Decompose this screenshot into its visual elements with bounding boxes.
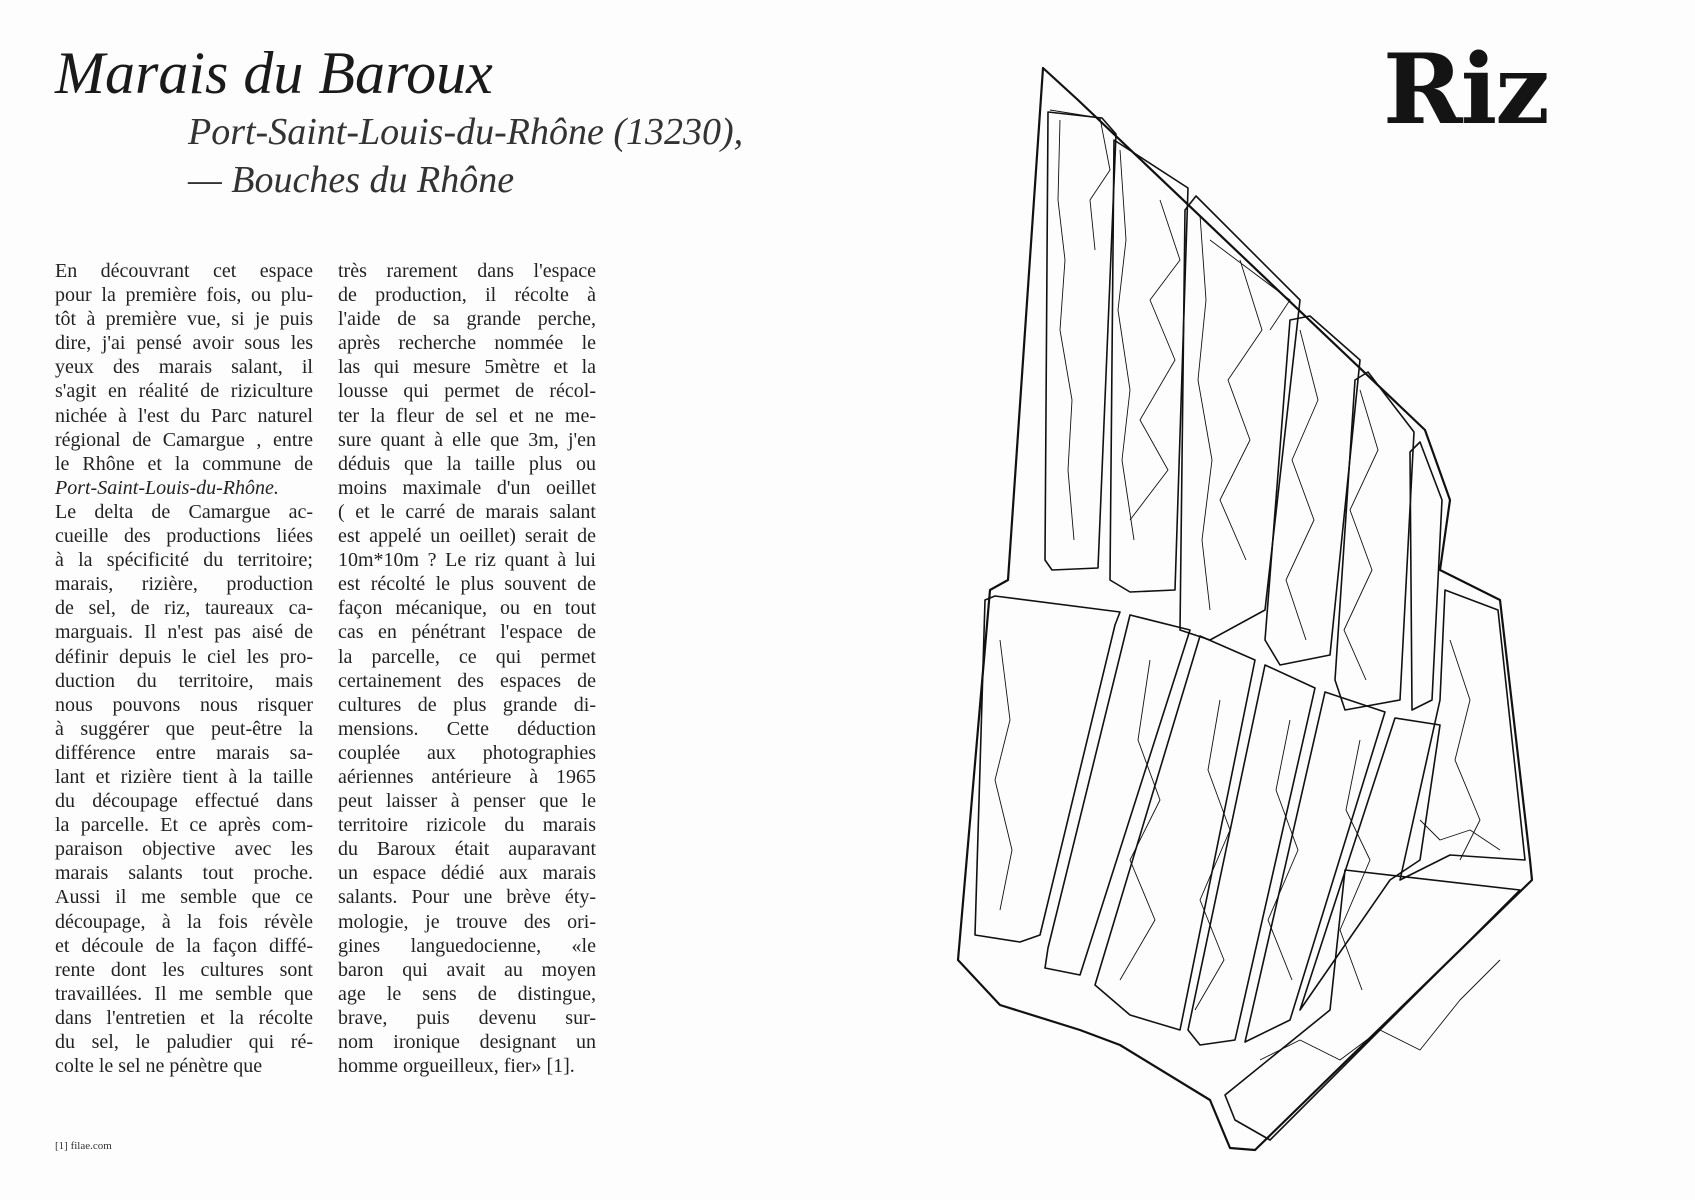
- text-line: ( et le carré de marais salant: [338, 500, 596, 523]
- text-line: Port-Saint-Louis-du-Rhône.: [55, 476, 279, 499]
- text-line: très rarement dans l'espace: [338, 260, 596, 282]
- text-line: couplée aux photographies: [338, 741, 596, 764]
- text-line: un espace dédié aux marais: [338, 862, 596, 885]
- text-line: dans l'entretien et la récolte: [55, 1006, 313, 1029]
- text-line: façon mécanique, ou en tout: [338, 597, 596, 620]
- text-line: marguais. Il n'est pas aisé de: [55, 621, 313, 644]
- text-line: tôt à première vue, si je puis: [55, 308, 313, 331]
- text-line: du découpage effectué dans: [55, 790, 313, 813]
- text-line: brave, puis devenu sur-: [338, 1006, 596, 1029]
- text-line: las qui mesure 5mètre et la: [338, 356, 596, 379]
- rice-field-map-icon: [940, 60, 1540, 1170]
- text-line: cas en pénétrant l'espace de: [338, 621, 596, 644]
- text-line: salants. Pour une brève éty-: [338, 886, 596, 909]
- text-column-1: [55, 259, 313, 1078]
- text-line: cueille des productions liées: [55, 525, 313, 548]
- text-line: En découvrant cet espace: [55, 260, 313, 282]
- text-line: mologie, je trouve des ori-: [338, 910, 596, 933]
- text-line: est récolté le plus souvent de: [338, 573, 596, 596]
- text-line: lant et rizière tient à la taille: [55, 765, 313, 788]
- page-title: Marais du Baroux: [55, 40, 493, 106]
- text-line: gines languedocienne, «le: [338, 934, 596, 957]
- text-line: mensions. Cette déduction: [338, 717, 596, 740]
- text-line: de production, il récolte à: [338, 284, 596, 307]
- text-line: marais salants tout proche.: [55, 862, 313, 885]
- text-line: colte le sel ne pénètre que: [55, 1055, 263, 1078]
- category-label: Riz: [1383, 33, 1548, 146]
- text-line: travaillées. Il me semble que: [55, 982, 313, 1005]
- text-line: territoire rizicole du marais: [338, 814, 596, 837]
- text-line: après recherche nommée le: [338, 332, 596, 355]
- text-line: duction du territoire, mais: [55, 669, 313, 692]
- text-line: rente dont les cultures sont: [55, 958, 313, 981]
- text-line: découpage, à la fois révèle: [55, 910, 313, 933]
- text-column-2: [338, 259, 596, 1078]
- text-line: de sel, de riz, taureaux ca-: [55, 597, 313, 620]
- text-line: nous pouvons nous risquer: [55, 693, 313, 716]
- text-line: le Rhône et la commune de: [55, 452, 313, 475]
- text-line: du sel, le paludier qui ré-: [55, 1031, 313, 1053]
- text-line: homme orgueilleux, fier» [1].: [338, 1055, 575, 1078]
- text-line: définir depuis le ciel les pro-: [55, 645, 313, 668]
- text-line: nichée à l'est du Parc naturel: [55, 404, 313, 427]
- text-line: aériennes antérieure à 1965: [338, 765, 596, 788]
- text-line: lousse qui permet de récol-: [338, 380, 596, 403]
- location-line-1: Port-Saint-Louis-du-Rhône (13230),: [188, 111, 744, 153]
- location-line-2: — Bouches du Rhône: [188, 159, 515, 201]
- text-line: cultures de plus grande di-: [338, 693, 596, 716]
- text-line: est appelé un oeillet) serait de: [338, 525, 596, 548]
- text-line: Le delta de Camargue ac-: [55, 500, 313, 523]
- text-line: pour la première fois, ou plu-: [55, 284, 313, 307]
- footnote: [1] filae.com: [55, 1140, 112, 1152]
- text-line: sure quant à elle que 3m, j'en: [338, 428, 596, 451]
- text-line: la parcelle. Et ce après com-: [55, 814, 313, 837]
- text-line: différence entre marais sa-: [55, 741, 313, 764]
- text-line: age le sens de distingue,: [338, 982, 596, 1005]
- text-line: la parcelle, ce qui permet: [338, 645, 596, 668]
- text-line: nom ironique designant un: [338, 1031, 596, 1053]
- text-line: ter la fleur de sel et ne me-: [338, 404, 596, 427]
- text-line: l'aide de sa grande perche,: [338, 308, 596, 331]
- text-line: baron qui avait au moyen: [338, 958, 596, 981]
- text-line: 10m*10m ? Le riz quant à lui: [338, 549, 596, 572]
- text-line: certainement des espaces de: [338, 669, 596, 692]
- text-line: Aussi il me semble que ce: [55, 886, 313, 909]
- text-line: moins maximale d'un oeillet: [338, 476, 596, 499]
- text-line: régional de Camargue , entre: [55, 428, 313, 451]
- text-line: paraison objective avec les: [55, 838, 313, 861]
- text-line: et découle de la façon diffé-: [55, 934, 313, 957]
- text-line: marais, rizière, production: [55, 573, 313, 596]
- text-line: yeux des marais salant, il: [55, 356, 313, 379]
- text-line: à la spécificité du territoire;: [55, 549, 313, 572]
- text-line: dire, j'ai pensé avoir sous les: [55, 332, 313, 355]
- text-line: peut laisser à penser que le: [338, 790, 596, 813]
- text-line: s'agit en réalité de riziculture: [55, 380, 313, 403]
- text-line: à suggérer que peut-être la: [55, 717, 313, 740]
- text-line: déduis que la taille plus ou: [338, 452, 596, 475]
- text-line: du Baroux était auparavant: [338, 838, 596, 861]
